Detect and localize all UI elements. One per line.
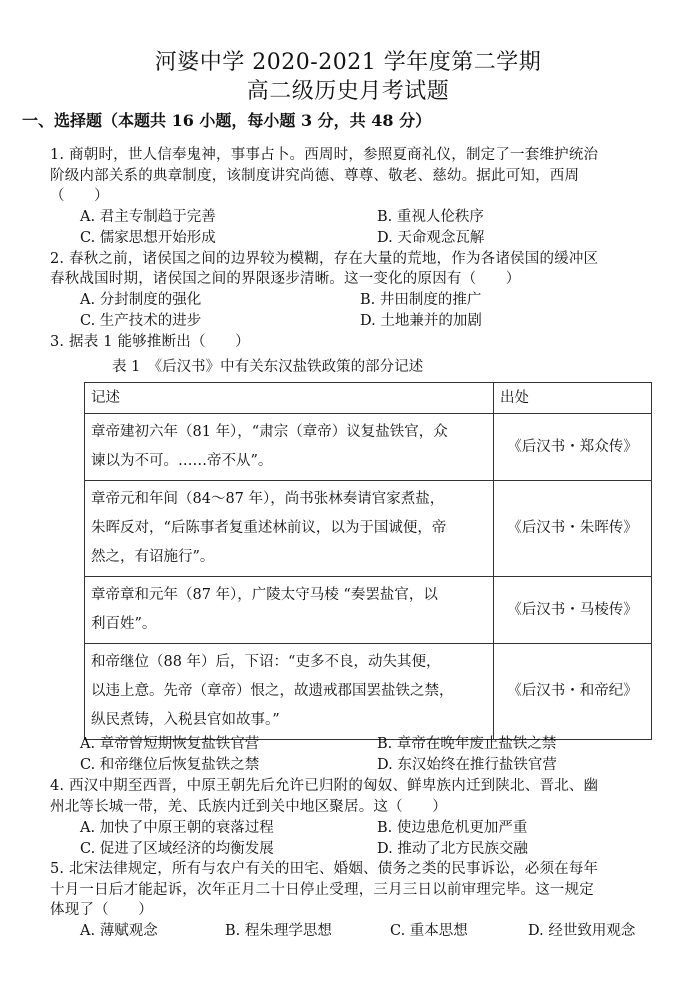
salt-iron-policy-table [84, 382, 652, 740]
q1-option-d: D. 天命观念瓦解 [377, 230, 485, 246]
table-row [85, 577, 652, 644]
record-line: 和帝继位（88 年）后，下诏：“吏多不良，动失其便， [91, 654, 441, 670]
q5-option-a: A. 薄赋观念 [80, 923, 158, 939]
table-header-record: 记述 [85, 383, 494, 414]
q3-option-d: D. 东汉始终在推行盐铁官营 [377, 757, 557, 773]
q2-stem-line1: 2. 春秋之前，诸侯国之间的边界较为模糊，存在大量的荒地，作为各诸侯国的缓冲区 [50, 251, 599, 267]
record-line: 朱晖反对，“后陈事者复重述林前议，以为于国诚便，帝 [91, 520, 447, 536]
q4-stem-line2: 州北等长城一带，羌、氐族内迁到关中地区聚居。这（ ） [50, 799, 447, 815]
q2-option-a: A. 分封制度的强化 [80, 292, 202, 308]
table-row [85, 644, 652, 740]
q2-option-d: D. 土地兼并的加剧 [360, 313, 482, 329]
q2-option-c: C. 生产技术的进步 [80, 313, 202, 329]
q1-option-b: B. 重视人伦秩序 [377, 209, 484, 225]
table-cell-record [85, 644, 494, 740]
q3-option-c: C. 和帝继位后恢复盐铁之禁 [80, 757, 260, 773]
table-cell-record [85, 577, 494, 644]
exam-title: 河婆中学 2020-2021 学年度第二学期 [154, 50, 542, 75]
table-cell-source: 《后汉书・郑众传》 [494, 414, 652, 481]
q3-stem: 3. 据表 1 能够推断出（ ） [50, 334, 250, 350]
record-line: 然之，有诏施行”。 [91, 549, 215, 565]
q1-option-c: C. 儒家思想开始形成 [80, 230, 216, 246]
record-line: 以违上意。先帝（章帝）恨之，故遗戒郡国罢盐铁之禁， [91, 683, 454, 699]
record-line: 利百姓”。 [91, 616, 157, 632]
record-line: 章帝元和年间（84～87 年），尚书张林奏请官家煮盐， [91, 491, 445, 507]
record-line: 纵民煮铸，入税县官如故事。” [91, 712, 280, 728]
section-heading: 一、选择题（本题共 16 小题，每小题 3 分，共 48 分） [22, 111, 432, 130]
record-line: 谏以为不可。……帝不从”。 [91, 453, 273, 469]
table-cell-record [85, 481, 494, 577]
q3-option-a: A. 章帝曾短期恢复盐铁官营 [80, 736, 260, 752]
q4-option-a: A. 加快了中原王朝的衰落过程 [80, 820, 274, 836]
q1-stem-line3: （ ） [50, 188, 109, 204]
q1-option-a: A. 君主专制趋于完善 [80, 209, 216, 225]
q4-option-c: C. 促进了区域经济的均衡发展 [80, 841, 274, 857]
exam-subtitle: 高二级历史月考试题 [246, 79, 450, 104]
q5-stem-line3: 体现了（ ） [50, 902, 153, 918]
record-line: 章帝建初六年（81 年），“肃宗（章帝）议复盐铁官，众 [91, 424, 448, 440]
q4-option-b: B. 使边患危机更加严重 [377, 820, 528, 836]
table-header-row [85, 383, 652, 414]
q2-stem-line2: 春秋战国时期，诸侯国之间的界限逐步清晰。这一变化的原因有（ ） [50, 271, 521, 287]
q5-stem-line2: 十月一日后才能起诉，次年正月二十日停止受理，三月三日以前审理完毕。这一规定 [50, 882, 594, 898]
table-cell-source: 《后汉书・马棱传》 [494, 577, 652, 644]
table-cell-record [85, 414, 494, 481]
q5-option-b: B. 程朱理学思想 [225, 923, 332, 939]
table-header-source: 出处 [494, 383, 652, 414]
table-row [85, 414, 652, 481]
table-cell-source: 《后汉书・和帝纪》 [494, 644, 652, 740]
q4-stem-line1: 4. 西汉中期至西晋，中原王朝先后允许已归附的匈奴、鲜卑族内迁到陕北、晋北、幽 [50, 778, 599, 794]
q3-option-b: B. 章帝在晚年废止盐铁之禁 [377, 736, 557, 752]
q1-stem-line2: 阶级内部关系的典章制度，该制度讲究尚德、尊尊、敬老、慈幼。据此可知，西周 [50, 168, 580, 184]
q5-stem-line1: 5. 北宋法律规定，所有与农户有关的田宅、婚姻、债务之类的民事诉讼，必须在每年 [50, 861, 599, 877]
table-caption: 表 1 《后汉书》中有关东汉盐铁政策的部分记述 [112, 359, 424, 375]
q2-option-b: B. 井田制度的推广 [360, 292, 482, 308]
record-line: 章帝章和元年（87 年），广陵太守马棱 “奏罢盐官，以 [91, 587, 438, 603]
table-cell-source: 《后汉书・朱晖传》 [494, 481, 652, 577]
q5-option-d: D. 经世致用观念 [528, 923, 636, 939]
q5-option-c: C. 重本思想 [390, 923, 468, 939]
table-row [85, 481, 652, 577]
q1-stem-line1: 1. 商朝时，世人信奉鬼神，事事占卜。西周时，参照夏商礼仪，制定了一套维护统治 [50, 147, 599, 163]
q4-option-d: D. 推动了北方民族交融 [377, 841, 528, 857]
